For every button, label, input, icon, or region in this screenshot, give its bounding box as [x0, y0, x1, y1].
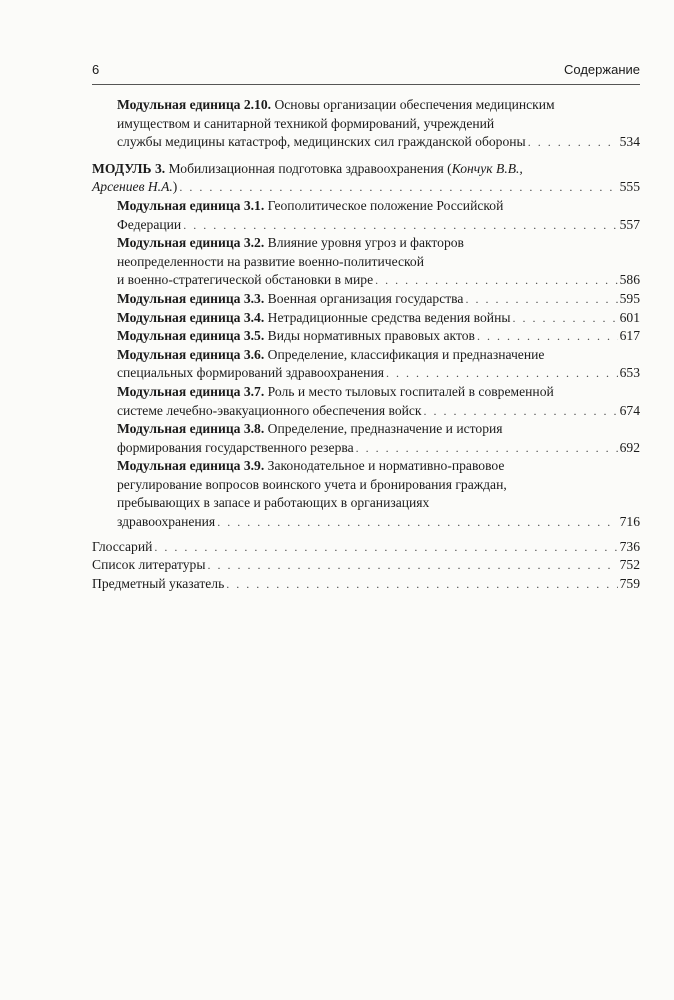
toc-entry-text: Федерации	[117, 216, 182, 232]
toc-entry-text: Модульная единица 3.5. Виды нормативных правовых актов	[117, 328, 475, 344]
toc-entry-text: службы медицины катастроф, медицинских сил гражданской обороны	[117, 134, 526, 150]
toc-entry-line: неопределенности на развитие военно-политической	[117, 253, 424, 269]
toc-entry-text: системе лечебно-эвакуационного обеспечения войск	[117, 402, 422, 418]
toc-entry	[92, 457, 640, 531]
toc-page-number: 555	[619, 179, 640, 195]
toc-entry	[92, 575, 640, 594]
leader-dots	[424, 402, 618, 421]
toc-entry	[92, 96, 640, 152]
toc-entry-last-line	[117, 402, 640, 421]
toc-entry	[92, 160, 640, 197]
toc-entry-label: Модульная единица 3.5.	[117, 328, 265, 344]
toc-entry-last-line	[92, 575, 640, 594]
toc-entry-text: Модульная единица 3.3. Военная организация государства	[117, 290, 464, 306]
toc-page-number: 586	[619, 272, 640, 288]
toc-entry-line: МОДУЛЬ 3. Мобилизационная подготовка здравоохранения (Кончук В.В.,	[92, 160, 523, 176]
leader-dots	[375, 271, 617, 290]
toc-entry-label: Модульная единица 3.4.	[117, 309, 265, 325]
toc-entry-text: и военно-стратегической обстановки в мире	[117, 272, 374, 288]
toc-entry-last-line	[117, 327, 640, 346]
toc-page-number: 601	[619, 309, 640, 325]
toc-page-number: 674	[619, 402, 640, 418]
running-title: Содержание	[564, 62, 640, 77]
toc-page-number: 752	[619, 557, 640, 573]
toc-entry	[92, 197, 640, 234]
toc-entry-last-line	[92, 538, 640, 557]
toc-entry	[92, 234, 640, 290]
leader-dots	[179, 178, 617, 197]
toc-page-number: 716	[619, 514, 640, 530]
toc-entry-last-line	[92, 556, 640, 575]
toc-entry-label: Модульная единица 3.8.	[117, 421, 265, 437]
toc-page-number: 595	[619, 290, 640, 306]
toc-page-number: 557	[619, 216, 640, 232]
toc-entry	[92, 290, 640, 309]
toc-entry	[92, 346, 640, 383]
toc-entry-last-line	[117, 513, 640, 532]
toc-entry-text: Арсениев Н.А.)	[92, 179, 178, 195]
toc-page-number: 692	[619, 439, 640, 455]
toc-entry-label: МОДУЛЬ 3.	[92, 160, 166, 176]
toc-page-number: 653	[619, 365, 640, 381]
toc-entry-line: Модульная единица 3.6. Определение, классификация и предназначение	[117, 346, 545, 362]
toc-entry	[92, 420, 640, 457]
toc-entry-last-line	[117, 216, 640, 235]
toc-entry-last-line	[117, 364, 640, 383]
toc-entry-label: Модульная единица 3.7.	[117, 383, 265, 399]
toc-entry-label: Модульная единица 3.2.	[117, 235, 265, 251]
toc-entry-last-line	[117, 309, 640, 328]
toc-entry	[92, 383, 640, 420]
toc-page-number: 759	[619, 575, 640, 591]
toc-entry-label: Модульная единица 3.1.	[117, 197, 265, 213]
leader-dots	[465, 290, 617, 309]
toc-entry-text: Глоссарий	[92, 538, 153, 554]
toc-entry-last-line	[117, 133, 640, 152]
toc-entry-text: Предметный указатель	[92, 575, 225, 591]
toc-entry-text: Модульная единица 3.4. Нетрадиционные средства ведения войны	[117, 309, 511, 325]
toc-entry	[92, 327, 640, 346]
toc-entry-last-line	[117, 290, 640, 309]
toc-page-number: 534	[619, 134, 640, 150]
leader-dots	[512, 309, 617, 328]
toc-entry-text: формирования государственного резерва	[117, 439, 354, 455]
table-of-contents	[92, 96, 640, 593]
leader-dots	[154, 538, 617, 557]
toc-entry-label: Модульная единица 3.3.	[117, 290, 265, 306]
leader-dots	[226, 575, 617, 594]
toc-entry-line: Модульная единица 2.10. Основы организации обеспечения медицинским	[117, 97, 555, 112]
toc-entry-line: Модульная единица 3.2. Влияние уровня угроз и факторов	[117, 235, 464, 251]
leader-dots	[207, 556, 617, 575]
leader-dots	[356, 439, 618, 458]
toc-entry	[92, 556, 640, 575]
toc-entry-last-line	[117, 271, 640, 290]
toc-entry-last-line	[117, 439, 640, 458]
toc-entry-line: пребывающих в запасе и работающих в организациях	[117, 495, 430, 511]
toc-entry-label: Модульная единица 3.6.	[117, 346, 265, 362]
toc-entry-line: Модульная единица 3.9. Законодательное и нормативно-правовое	[117, 458, 505, 474]
toc-entry-label: Модульная единица 2.10.	[117, 97, 272, 112]
toc-entry-text: здравоохранения	[117, 514, 216, 530]
toc-entry	[92, 309, 640, 328]
toc-entry-last-line	[92, 178, 640, 197]
page-header	[92, 62, 640, 85]
leader-dots	[528, 133, 618, 152]
toc-page-number: 736	[619, 538, 640, 554]
toc-entry-label: Модульная единица 3.9.	[117, 458, 265, 474]
toc-entry-line: имуществом и санитарной техникой формирований, учреждений	[117, 115, 495, 131]
leader-dots	[217, 513, 617, 532]
leader-dots	[477, 327, 618, 346]
toc-entry-text: Список литературы	[92, 557, 206, 573]
toc-entry-line: Модульная единица 3.1. Геополитическое положение Российской	[117, 197, 504, 213]
toc-entry-author: Арсениев Н.А.	[92, 179, 173, 195]
leader-dots	[183, 216, 617, 235]
toc-entry-line: Модульная единица 3.8. Определение, предназначение и история	[117, 421, 503, 437]
toc-entry-text: специальных формирований здравоохранения	[117, 365, 384, 381]
toc-entry	[92, 538, 640, 557]
leader-dots	[386, 364, 618, 383]
toc-entry-line: регулирование вопросов воинского учета и бронирования граждан,	[117, 476, 507, 492]
toc-entry-line: Модульная единица 3.7. Роль и место тыловых госпиталей в современной	[117, 383, 554, 399]
toc-page-number: 617	[619, 328, 640, 344]
page-number: 6	[92, 62, 100, 77]
toc-entry-author: Кончук В.В.,	[451, 160, 523, 176]
